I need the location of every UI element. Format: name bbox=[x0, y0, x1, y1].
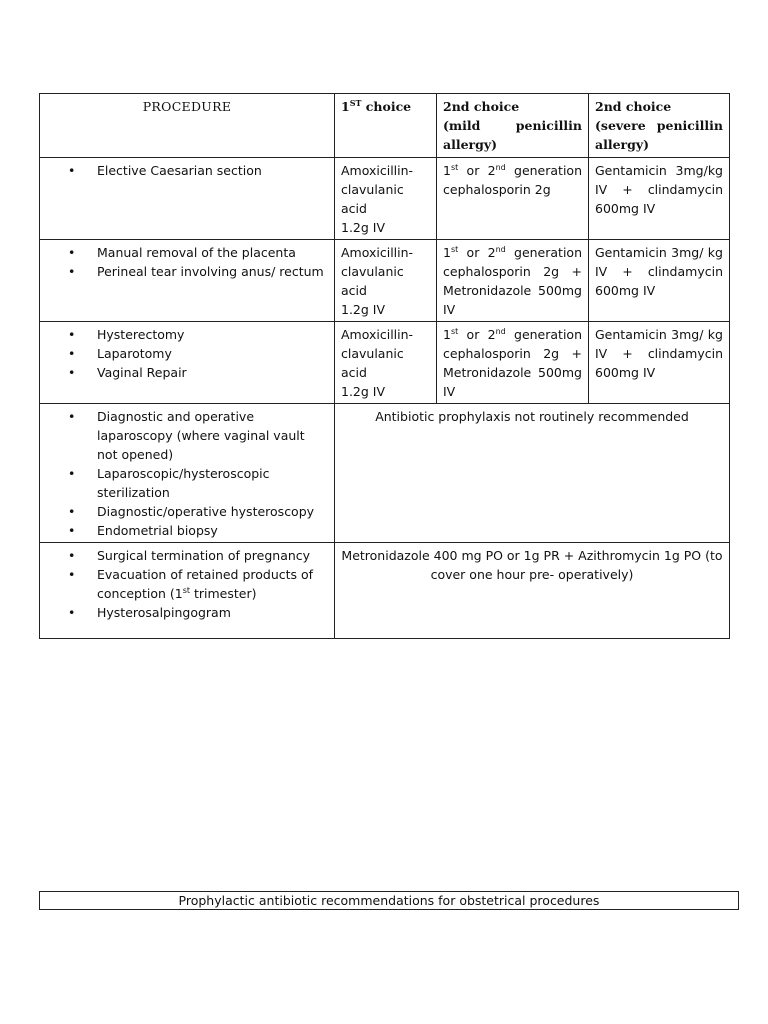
severe-allergy-cell: Gentamicin 3mg/ kg IV + clindamycin 600mg IV bbox=[589, 240, 730, 322]
mild-allergy-cell: 1st or 2nd generation cephalosporin 2g bbox=[437, 158, 589, 240]
table-caption: Prophylactic antibiotic recommendations for obstetrical procedures bbox=[39, 891, 739, 910]
header-second-mild: 2nd choice (mild penicillin allergy) bbox=[437, 94, 589, 158]
recommendation-cell: Metronidazole 400 mg PO or 1g PR + Azithromycin 1g PO (to cover one hour pre- operatively) bbox=[335, 543, 730, 639]
header-procedure: PROCEDURE bbox=[40, 94, 335, 158]
table-row bbox=[40, 322, 730, 404]
procedure-cell bbox=[40, 543, 335, 639]
list-item: • Evacuation of retained products of conception (1st trimester) bbox=[46, 565, 328, 603]
list-item: • Hysterosalpingogram bbox=[46, 603, 328, 622]
list-item: • Endometrial biopsy bbox=[46, 521, 328, 540]
list-item: • Laparotomy bbox=[46, 344, 328, 363]
first-choice-cell: Amoxicillin- clavulanic acid 1.2g IV bbox=[335, 158, 437, 240]
header-first-choice: 1ST choice bbox=[335, 94, 437, 158]
procedure-cell bbox=[40, 158, 335, 240]
table-row bbox=[40, 404, 730, 543]
first-choice-cell: Amoxicillin- clavulanic acid 1.2g IV bbox=[335, 240, 437, 322]
severe-allergy-cell: Gentamicin 3mg/ kg IV + clindamycin 600mg IV bbox=[589, 322, 730, 404]
severe-allergy-cell: Gentamicin 3mg/kg IV + clindamycin 600mg IV bbox=[589, 158, 730, 240]
table-row bbox=[40, 543, 730, 639]
mild-allergy-cell: 1st or 2nd generation cephalosporin 2g + Metronidazole 500mg IV bbox=[437, 322, 589, 404]
table-row bbox=[40, 240, 730, 322]
list-item: • Diagnostic and operative laparoscopy (where vaginal vault not opened) bbox=[46, 407, 328, 464]
table-row bbox=[40, 158, 730, 240]
list-item: • Laparoscopic/hysteroscopic sterilization bbox=[46, 464, 328, 502]
list-item: • Perineal tear involving anus/ rectum bbox=[46, 262, 328, 281]
recommendation-cell: Antibiotic prophylaxis not routinely recommended bbox=[335, 404, 730, 543]
header-second-severe: 2nd choice (severe penicillin allergy) bbox=[589, 94, 730, 158]
list-item: • Manual removal of the placenta bbox=[46, 243, 328, 262]
list-item: • Diagnostic/operative hysteroscopy bbox=[46, 502, 328, 521]
procedure-cell bbox=[40, 322, 335, 404]
antibiotic-table bbox=[39, 93, 730, 639]
list-item: • Vaginal Repair bbox=[46, 363, 328, 382]
procedure-cell bbox=[40, 404, 335, 543]
header-row bbox=[40, 94, 730, 158]
first-choice-cell: Amoxicillin- clavulanic acid 1.2g IV bbox=[335, 322, 437, 404]
mild-allergy-cell: 1st or 2nd generation cephalosporin 2g + Metronidazole 500mg IV bbox=[437, 240, 589, 322]
list-item: • Hysterectomy bbox=[46, 325, 328, 344]
procedure-cell bbox=[40, 240, 335, 322]
list-item: • Surgical termination of pregnancy bbox=[46, 546, 328, 565]
list-item: • Elective Caesarian section bbox=[46, 161, 328, 180]
